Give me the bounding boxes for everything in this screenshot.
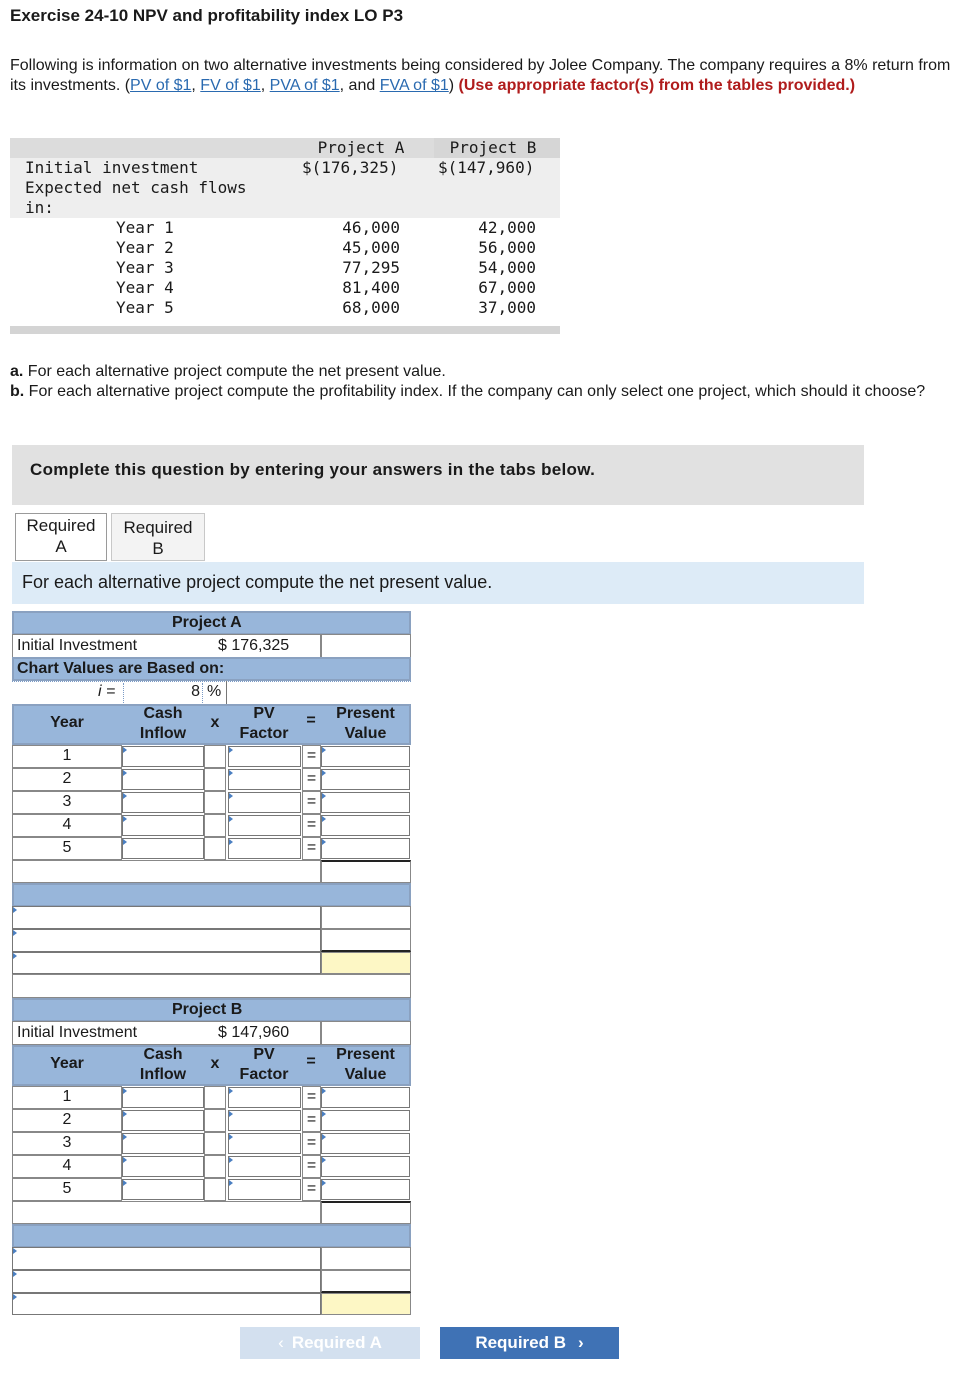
present-value-input[interactable] [321,1133,410,1154]
project-b-value-input[interactable] [321,1247,411,1270]
year-label: 1 [62,747,72,764]
present-value-input[interactable] [321,838,410,859]
cash-inflow-input[interactable] [122,1179,204,1200]
info-year-label: Year 5 [116,298,174,317]
pv-factor-input[interactable] [228,792,301,813]
project-a-npv-label-input[interactable] [12,952,321,974]
project-a-spacer-row [12,860,321,883]
year-label: 3 [62,1134,72,1151]
times-cell [204,745,226,768]
pv-factor-input[interactable] [228,815,301,836]
year-label: 2 [62,1111,72,1128]
project-a-end-row [12,974,411,998]
col-present-value: Present Value [336,1046,395,1083]
rate-divider [226,681,227,705]
equals-sign: = [306,712,316,729]
info-a-value: 68,000 [342,298,400,317]
year-label: 3 [62,793,72,810]
times-cell [204,1132,226,1155]
rate-unit: % [207,683,222,700]
info-initial-b: $(147,960) [438,158,535,177]
question-a: a. For each alternative project compute the net present value. [10,363,446,380]
present-value-input[interactable] [321,1179,410,1200]
equals-sign: = [306,839,317,856]
info-col-b-header: Project B [449,138,537,157]
present-value-input[interactable] [321,746,410,767]
times-cell [204,768,226,791]
present-value-input[interactable] [321,792,410,813]
project-a-value-input[interactable] [321,906,411,929]
col-pv-factor: PV Factor [239,705,289,742]
project-b-label-input[interactable] [12,1247,321,1270]
chart-values-label: Chart Values are Based on: [17,660,225,677]
year-label: 1 [62,1088,72,1105]
year-label: 5 [62,839,72,856]
fva-link[interactable]: FVA of $1 [379,77,449,94]
pv-factor-input[interactable] [228,1179,301,1200]
tab-required-a[interactable]: Required A [15,513,107,561]
info-b-value: 67,000 [478,278,536,297]
question-list [10,362,960,402]
project-a-title: Project A [172,614,242,631]
project-a-label-input[interactable] [12,906,321,929]
rate-label: i = [98,683,116,700]
next-required-b-button[interactable]: Required B › [440,1327,619,1359]
times-cell [204,1155,226,1178]
project-a-initial-value: $ 176,325 [218,637,290,654]
col-cash-inflow: Cash Inflow [139,1046,187,1083]
info-year-label: Year 1 [116,218,174,237]
year-label: 5 [62,1180,72,1197]
equals-sign: = [306,1180,317,1197]
project-a-initial-label: Initial Investment [17,637,138,654]
project-a-value-input[interactable] [321,929,411,952]
info-a-value: 46,000 [342,218,400,237]
rate-value: 8 [191,683,200,700]
info-year-label: Year 4 [116,278,174,297]
times-cell [204,814,226,837]
pv-factor-input[interactable] [228,1087,301,1108]
project-b-npv-label-input[interactable] [12,1293,321,1315]
info-col-a-header: Project A [317,138,405,157]
col-year: Year [50,714,84,731]
prev-required-a-button[interactable]: ‹ Required A [240,1327,420,1359]
present-value-input[interactable] [321,1110,410,1131]
info-flows-label: Expected net cash flows [25,178,247,197]
cash-inflow-input[interactable] [122,1156,204,1177]
pv-factor-input[interactable] [228,1156,301,1177]
project-b-value-input[interactable] [321,1270,411,1293]
cash-inflow-input[interactable] [122,792,204,813]
times-cell [204,1178,226,1201]
chevron-left-icon: ‹ [278,1333,284,1352]
times-cell [204,837,226,860]
info-year-label: Year 2 [116,238,174,257]
pv-factor-input[interactable] [228,746,301,767]
present-value-input[interactable] [321,1087,410,1108]
pv-factor-input[interactable] [228,769,301,790]
equals-sign: = [306,816,317,833]
cash-inflow-input[interactable] [122,838,204,859]
pv-factor-input[interactable] [228,838,301,859]
project-a-npv-input[interactable] [321,952,411,974]
chevron-right-icon: › [578,1333,584,1352]
info-b-value: 42,000 [478,218,536,237]
equals-sign: = [306,1134,317,1151]
info-b-value: 56,000 [478,238,536,257]
cash-inflow-input[interactable] [122,1110,204,1131]
year-label: 2 [62,770,72,787]
project-a-initial-empty [321,634,411,658]
times-sign: x [210,1055,220,1072]
info-flows-label-2: in: [25,198,54,217]
info-b-value: 54,000 [478,258,536,277]
info-year-label: Year 3 [116,258,174,277]
col-pv-factor: PV Factor [239,1046,289,1083]
cash-inflow-input[interactable] [122,746,204,767]
info-a-value: 45,000 [342,238,400,257]
present-value-input[interactable] [321,769,410,790]
equals-sign: = [306,1111,317,1128]
info-initial-label: Initial investment [25,158,199,177]
project-b-spacer-row [12,1201,321,1224]
col-year: Year [50,1055,84,1072]
exercise-title: Exercise 24-10 NPV and profitability index LO P3 [10,6,404,25]
info-table-bottom-rule [10,326,560,334]
project-b-initial-label: Initial Investment [17,1024,138,1041]
times-cell [204,1109,226,1132]
equals-sign: = [306,1053,316,1070]
question-b: b. For each alternative project compute the profitability index. If the company can only select one project, which should it choose? [10,383,926,400]
project-b-total-cell [321,1201,411,1224]
equals-sign: = [306,747,317,764]
project-b-title: Project B [172,1001,243,1018]
project-b-label-input[interactable] [12,1270,321,1293]
present-value-input[interactable] [321,815,410,836]
info-b-value: 37,000 [478,298,536,317]
project-b-npv-header [12,1224,411,1248]
tab-instruction: For each alternative project compute the net present value. [22,572,493,592]
times-cell [204,791,226,814]
cash-inflow-input[interactable] [122,1087,204,1108]
cash-inflow-input[interactable] [122,769,204,790]
fv-link[interactable]: FV of $1 [200,77,261,94]
project-b-initial-value: $ 147,960 [218,1024,290,1041]
project-a-total-cell [321,860,411,883]
equals-sign: = [306,1088,317,1105]
equals-sign: = [306,793,317,810]
info-initial-a: $(176,325) [302,158,399,177]
year-label: 4 [62,1157,72,1174]
cash-inflow-input[interactable] [122,1133,204,1154]
col-present-value: Present Value [336,705,395,742]
banner-text: Complete this question by entering your answers in the tabs below. [30,460,596,479]
times-cell [204,1086,226,1109]
pv-link[interactable]: PV of $1 [130,77,192,94]
info-a-value: 77,295 [342,258,400,277]
project-b-npv-input[interactable] [321,1293,411,1315]
pv-factor-input[interactable] [228,1110,301,1131]
equals-sign: = [306,1157,317,1174]
intro-text: Following is information on two alternative investments being considered by Jolee Company. The company requires a 8% return from its investments. ( [10,57,951,94]
cash-inflow-input[interactable] [122,815,204,836]
pva-link[interactable]: PVA of $1 [269,77,340,94]
info-a-value: 81,400 [342,278,400,297]
col-cash-inflow: Cash Inflow [139,705,187,742]
project-a-label-input[interactable] [12,929,321,952]
present-value-input[interactable] [321,1156,410,1177]
year-label: 4 [62,816,72,833]
equals-sign: = [306,770,317,787]
project-a-npv-header [12,883,411,907]
pv-factor-input[interactable] [228,1133,301,1154]
tab-required-b[interactable]: Required B [111,513,205,561]
intro-paragraph: Following is information on two alternative investments being considered by Jolee Company. The company requires a 8% return from its investments. (PV of $1, FV of $1, PVA of $1, and FVA of $1) (Use appropriate factor(s) from the tables provided.) [10,57,951,94]
times-sign: x [210,714,220,731]
intro-emphasis: (Use appropriate factor(s) from the tables provided.) [458,77,856,94]
project-b-initial-empty [321,1021,411,1045]
